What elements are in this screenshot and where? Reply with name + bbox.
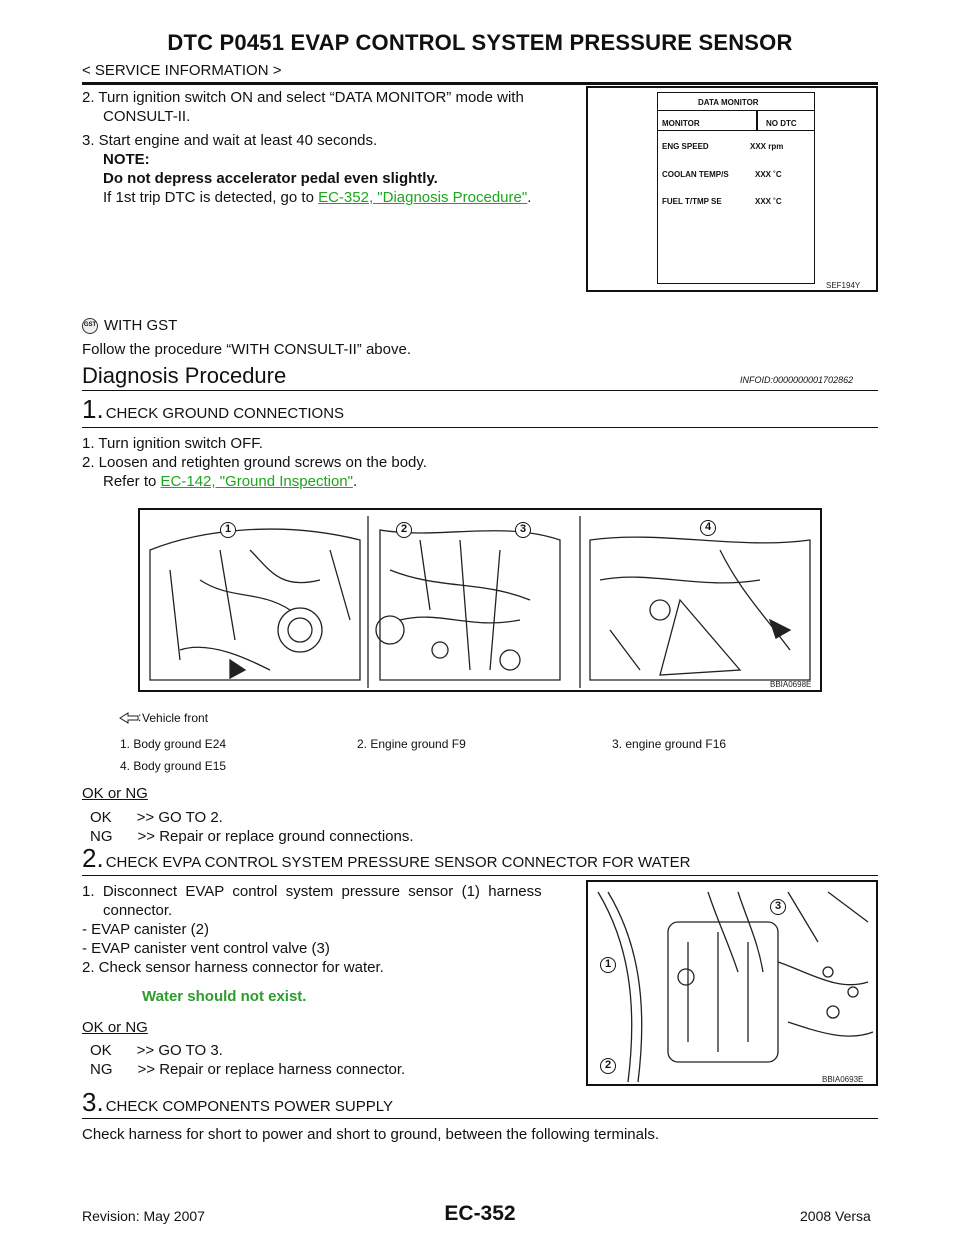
diagnosis-infoid: INFOID:0000000001702862: [740, 375, 854, 385]
step1-ok: OK >> GO TO 2.: [90, 809, 223, 826]
step2-line3: - EVAP canister vent control valve (3): [82, 940, 330, 957]
step2-line1: 1. Disconnect EVAP control system pressure sensor (1) harness: [82, 883, 542, 900]
step1-title: CHECK GROUND CONNECTIONS: [105, 405, 345, 422]
dm-row2-name: COOLAN TEMP/S: [662, 170, 729, 179]
intro-step2-line2: CONSULT-II.: [103, 108, 191, 125]
step3-title: CHECK COMPONENTS POWER SUPPLY: [105, 1098, 393, 1115]
step3-heading: [82, 1087, 393, 1118]
step2-heading: [82, 843, 691, 874]
dm-row1-name: ENG SPEED: [662, 142, 709, 151]
gst-label: WITH GST: [104, 317, 178, 334]
ground-locations-figure: [138, 508, 822, 692]
callout-2: 2: [396, 522, 412, 538]
legend-vehicle-front: Vehicle front: [142, 711, 209, 725]
diagnosis-rule: [82, 390, 878, 391]
step3-number: 3.: [82, 1087, 104, 1117]
step1-line1: 1. Turn ignition switch OFF.: [82, 435, 263, 452]
legend-item-1: 1. Body ground E24: [120, 737, 227, 751]
step1-ng: NG >> Repair or replace ground connections.: [90, 828, 414, 845]
diagnosis-procedure-link[interactable]: EC-352, "Diagnosis Procedure": [318, 189, 528, 206]
page-title: DTC P0451 EVAP CONTROL SYSTEM PRESSURE SENSOR: [167, 30, 793, 55]
step3-rule: [82, 1118, 878, 1119]
legend-item-2: 2. Engine ground F9: [357, 737, 466, 751]
evap-canister-figure: [586, 880, 878, 1086]
engine-bay-illustration: [140, 510, 822, 692]
dm-header: DATA MONITOR: [698, 98, 759, 107]
step1-number: 1.: [82, 394, 104, 424]
gst-heading: [82, 316, 177, 335]
dm-col-status: NO DTC: [766, 119, 797, 128]
refer-prefix: Refer to: [103, 473, 161, 490]
vehicle-front-arrow-icon: [118, 712, 140, 724]
step2-line4: 2. Check sensor harness connector for water.: [82, 959, 384, 976]
step1-heading: [82, 394, 344, 425]
dm-row3-name: FUEL T/TMP SE: [662, 197, 722, 206]
step1-ok-ng: OK or NG: [82, 785, 148, 802]
step2-ng: NG >> Repair or replace harness connector.: [90, 1061, 406, 1078]
callout-4: 4: [700, 520, 716, 536]
legend-colon: :: [138, 710, 142, 724]
dm-row2-value: XXX ˚C: [755, 170, 782, 179]
dm-row1-value: XXX rpm: [750, 142, 784, 151]
ground-figure-code: BBIA0698E: [770, 680, 812, 689]
footer-page-number: EC-352: [444, 1202, 516, 1225]
evap-callout-2: 2: [600, 1058, 616, 1074]
note-label: NOTE:: [103, 151, 150, 168]
callout-3: 3: [515, 522, 531, 538]
header-rule: [82, 82, 878, 85]
diagnosis-title: Diagnosis Procedure: [82, 363, 287, 388]
step2-line1b: connector.: [103, 902, 173, 919]
gst-icon: GST: [82, 318, 98, 334]
step2-rule: [82, 875, 878, 876]
dtc-prefix: If 1st trip DTC is detected, go to: [103, 189, 319, 206]
ground-inspection-link[interactable]: EC-142, "Ground Inspection": [160, 473, 353, 490]
footer-revision: Revision: May 2007: [82, 1208, 205, 1224]
water-note: Water should not exist.: [142, 988, 307, 1005]
evap-callout-3: 3: [770, 899, 786, 915]
dm-figure-code: SEF194Y: [826, 281, 861, 290]
step3-text: Check harness for short to power and short to ground, between the following terminals.: [82, 1126, 659, 1143]
evap-figure-code: BBIA0693E: [822, 1075, 864, 1084]
step2-ok: OK >> GO TO 3.: [90, 1042, 223, 1059]
dtc-instruction: [103, 188, 531, 207]
step1-line2: 2. Loosen and retighten ground screws on the body.: [82, 454, 427, 471]
gst-text: Follow the procedure “WITH CONSULT-II” above.: [82, 341, 411, 358]
dm-col-monitor: MONITOR: [662, 119, 700, 128]
step1-refer: [103, 472, 357, 491]
footer-model: 2008 Versa: [800, 1208, 871, 1224]
legend-item-4: 4. Body ground E15: [120, 759, 227, 773]
step2-number: 2.: [82, 843, 104, 873]
callout-1: 1: [220, 522, 236, 538]
intro-step2-line1: 2. Turn ignition switch ON and select “DATA MONITOR” mode with: [82, 89, 524, 106]
section-breadcrumb: < SERVICE INFORMATION >: [82, 62, 282, 79]
step1-rule: [82, 427, 878, 428]
step2-line2: - EVAP canister (2): [82, 921, 209, 938]
step2-title: CHECK EVPA CONTROL SYSTEM PRESSURE SENSOR CONNECTOR FOR WATER: [105, 854, 691, 871]
dtc-suffix: .: [527, 189, 532, 206]
intro-step3-line1: 3. Start engine and wait at least 40 seconds.: [82, 132, 378, 149]
note-text: Do not depress accelerator pedal even slightly.: [103, 170, 438, 187]
dm-row3-value: XXX ˚C: [755, 197, 782, 206]
evap-canister-illustration: [588, 882, 878, 1086]
refer-suffix: .: [352, 473, 358, 490]
legend-item-3: 3. engine ground F16: [612, 737, 727, 751]
evap-callout-1: 1: [600, 957, 616, 973]
step2-ok-ng: OK or NG: [82, 1019, 148, 1036]
